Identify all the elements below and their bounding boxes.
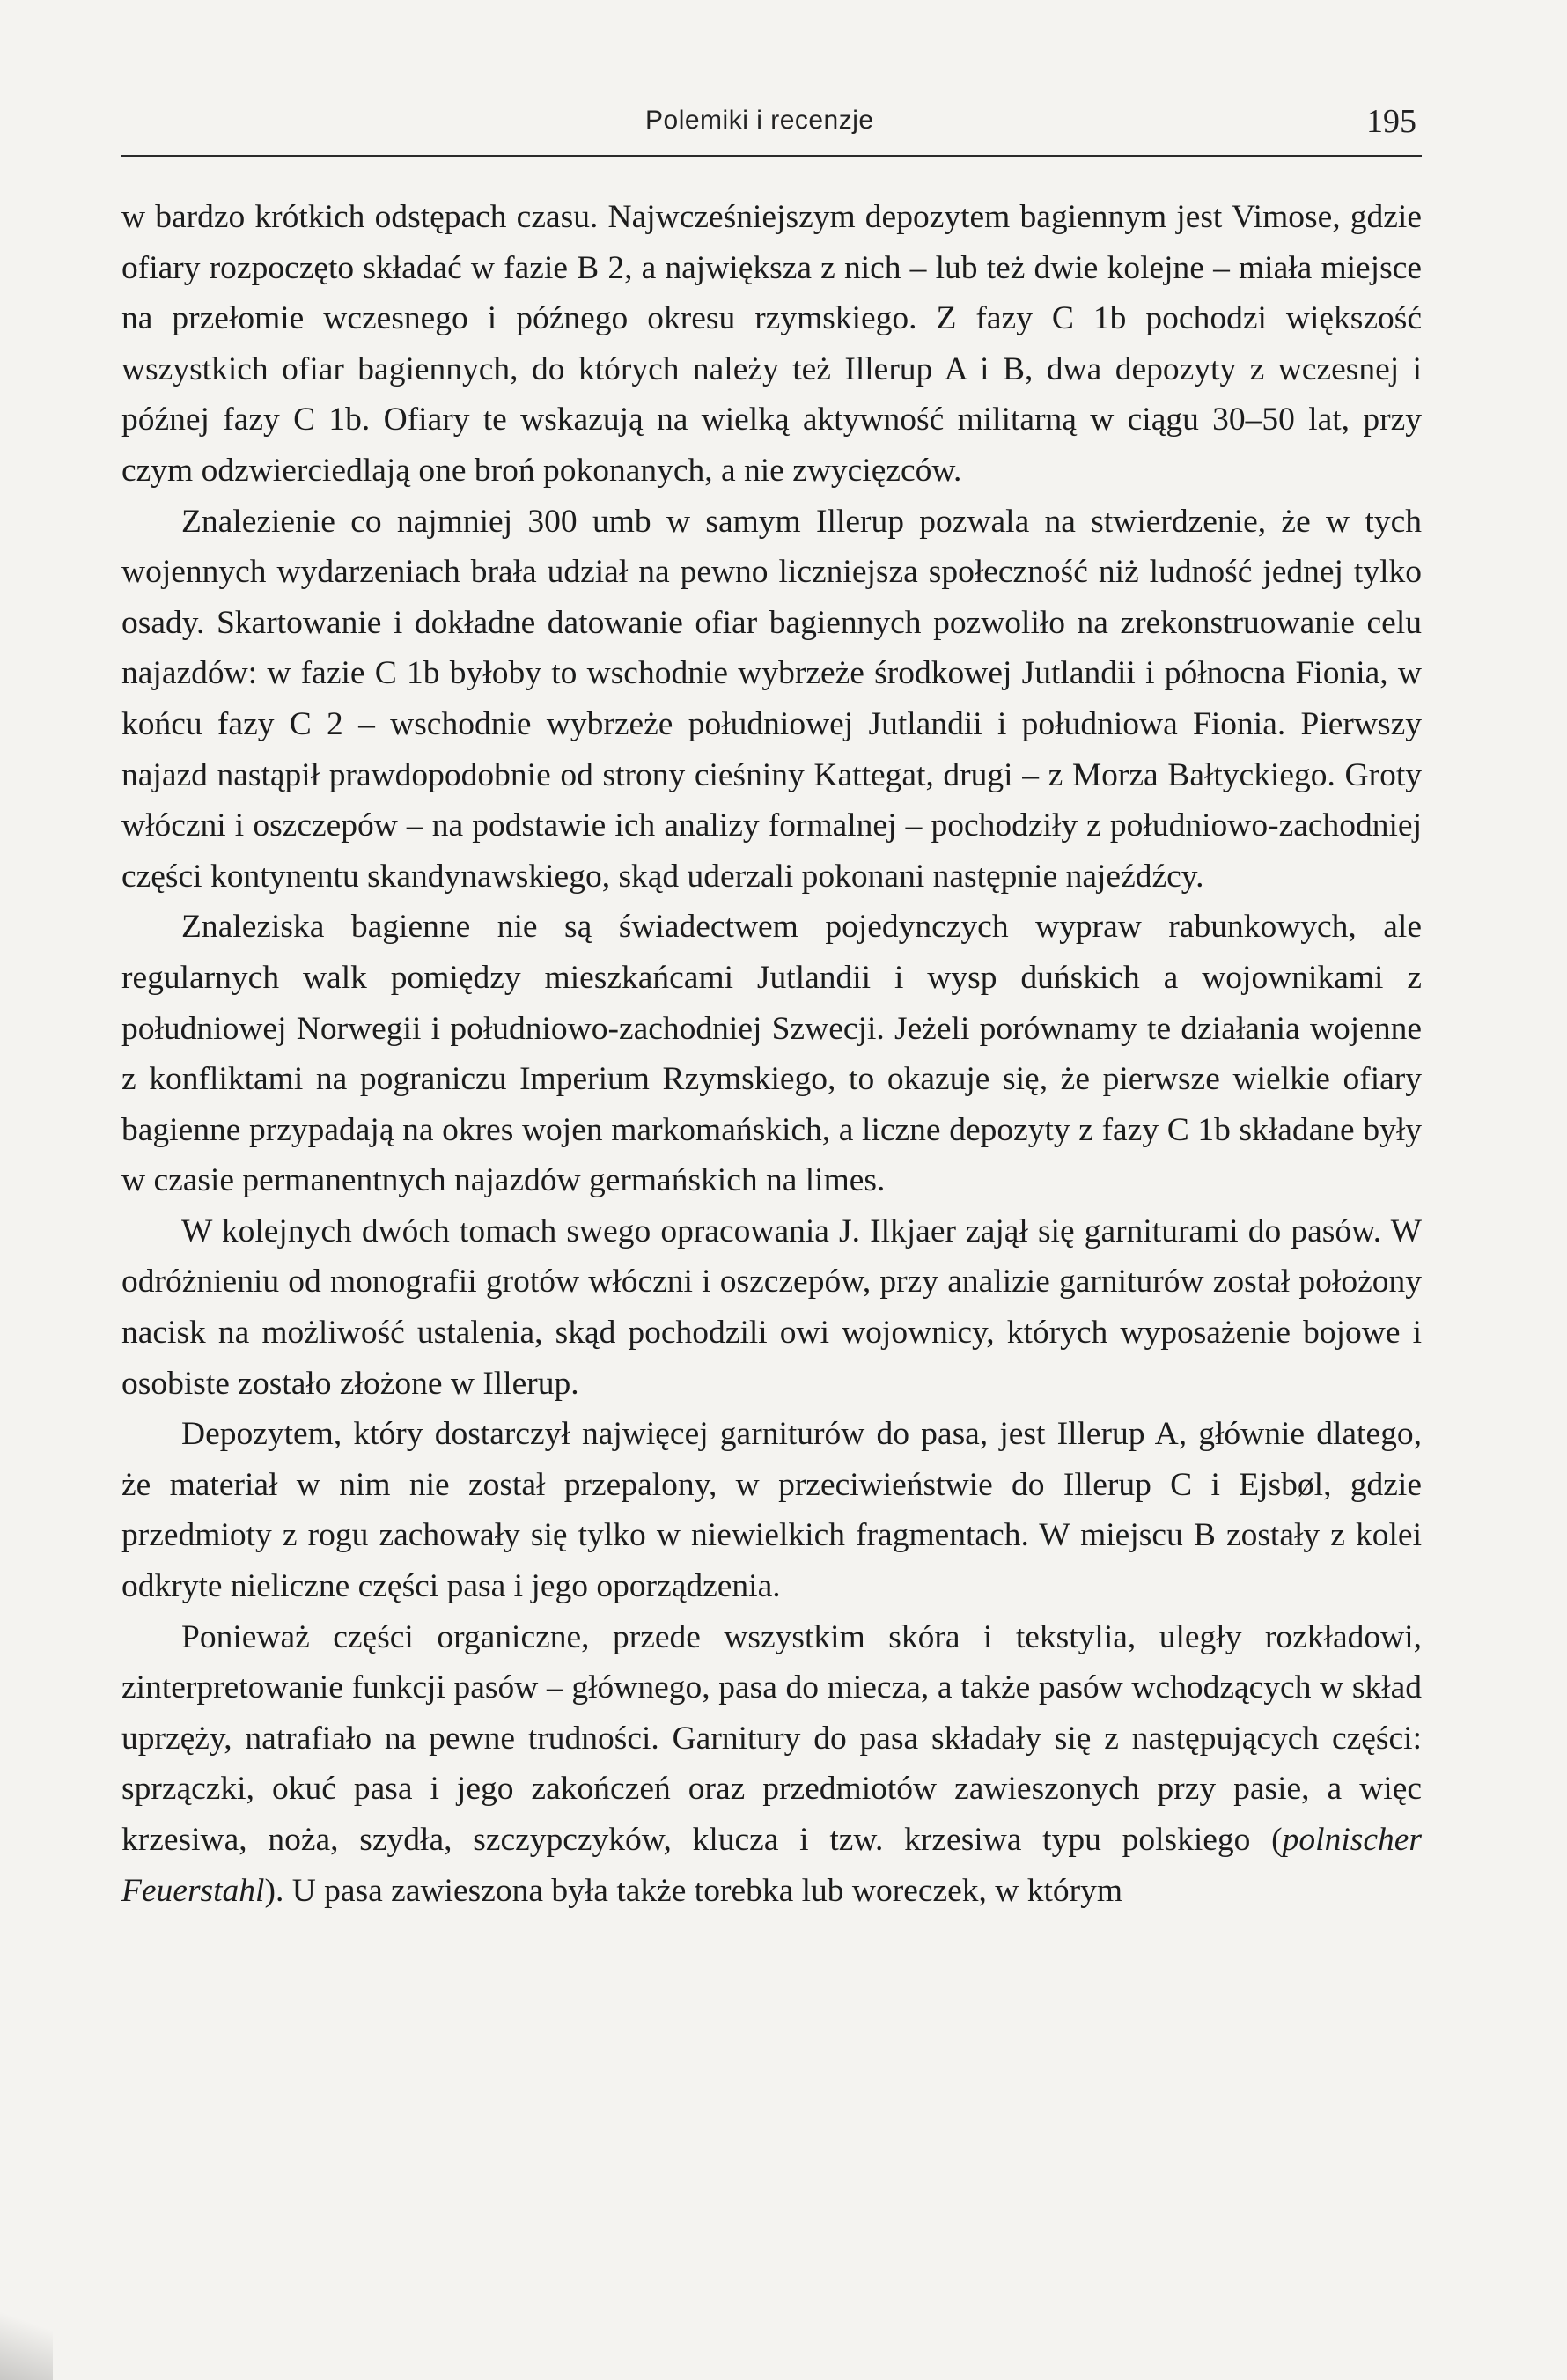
scan-shadow [0, 2301, 53, 2380]
page-header [121, 102, 1422, 157]
body-text [121, 192, 1422, 1916]
paragraph-4: W kolejnych dwóch tomach swego opracowania J. Ilkjaer zajął się garniturami do pasów. W odróżnieniu od monografii grotów włóczni i oszczepów, przy analizie garniturów został położony nacisk na możliwość ustalenia, skąd pochodzili owi wojownicy, których wyposażenie bojowe i osobiste zostało złożone w Illerup. [121, 1212, 1422, 1402]
paragraph-3: Znaleziska bagienne nie są świadectwem pojedynczych wypraw rabunkowych, ale regularnych walk pomiędzy mieszkańcami Jutlandii i wysp duńskich a wojownikami z południowej Norwegii i południowo-zachodniej Szwecji. Jeżeli porównamy te działania wojenne z konfliktami na pograniczu Imperium Rzymskiego, to okazuje się, że pierwsze wielkie ofiary bagienne przypadają na okres wojen markomańskich, a liczne depozyty z fazy C 1b składane były w czasie permanentnych najazdów germańskich na limes. [121, 909, 1422, 1199]
paragraph-6-italic-term: polnischer Feuerstahl [121, 1822, 1422, 1909]
paragraph-1: w bardzo krótkich odstępach czasu. Najwcześniejszym depozytem bagiennym jest Vimose, gdzie ofiary rozpoczęto składać w fazie B 2, a największa z nich – lub też dwie kolejne – miała miejsce na przełomie wczesnego i późnego okresu rzymskiego. Z fazy C 1b pochodzi większość wszystkich ofiar bagiennych, do których należy też Illerup A i B, dwa depozyty z wczesnej i późnej fazy C 1b. Ofiary te wskazują na wielką aktywność militarną w ciągu 30–50 lat, przy czym odzwierciedlają one broń pokonanych, a nie zwycięzców. [121, 199, 1422, 489]
paragraph-2: Znalezienie co najmniej 300 umb w samym Illerup pozwala na stwierdzenie, że w tych wojennych wydarzeniach brała udział na pewno liczniejsza społeczność niż ludność jednej tylko osady. Skartowanie i dokładne datowanie ofiar bagiennych pozwoliło na zrekonstruowanie celu najazdów: w fazie C 1b byłoby to wschodnie wybrzeże środkowej Jutlandii i północna Fionia, w końcu fazy C 2 – wschodnie wybrzeże południowej Jutlandii i południowa Fionia. Pierwszy najazd nastąpił prawdopodobnie od strony cieśniny Kattegat, drugi – z Morza Bałtyckiego. Groty włóczni i oszczepów – na podstawie ich analizy formalnej – pochodziły z południowo-zachodniej części kontynentu skandynawskiego, skąd uderzali pokonani następnie najeźdźcy. [121, 503, 1422, 895]
paragraph-6-text-before: Ponieważ części organiczne, przede wszystkim skóra i tekstylia, uległy rozkładowi, zinterpretowanie funkcji pasów – głównego, pasa do miecza, a także pasów wchodzących w skład uprzęży, natrafiało na pewne trudności. Garnitury do pasa składały się z następujących części: sprzączki, okuć pasa i jego zakończeń oraz przedmiotów zawieszonych przy pasie, a więc krzesiwa, noża, szydła, szczypczyków, klucza i tzw. krzesiwa typu polskiego ( [121, 1618, 1422, 1858]
paragraph-6 [121, 1612, 1422, 1917]
page-number: 195 [1366, 103, 1416, 140]
paragraph-6-text-after: ). U pasa zawieszona była także torebka lub woreczek, w którym [264, 1872, 1123, 1909]
running-head: Polemiki i recenzje [645, 106, 874, 135]
paragraph-5: Depozytem, który dostarczył najwięcej garniturów do pasa, jest Illerup A, głównie dlatego, że materiał w nim nie został przepalony, w przeciwieństwie do Illerup C i Ejsbøl, gdzie przedmioty z rogu zachowały się tylko w niewielkich fragmentach. W miejscu B zostały z kolei odkryte nieliczne części pasa i jego oporządzenia. [121, 1416, 1422, 1605]
